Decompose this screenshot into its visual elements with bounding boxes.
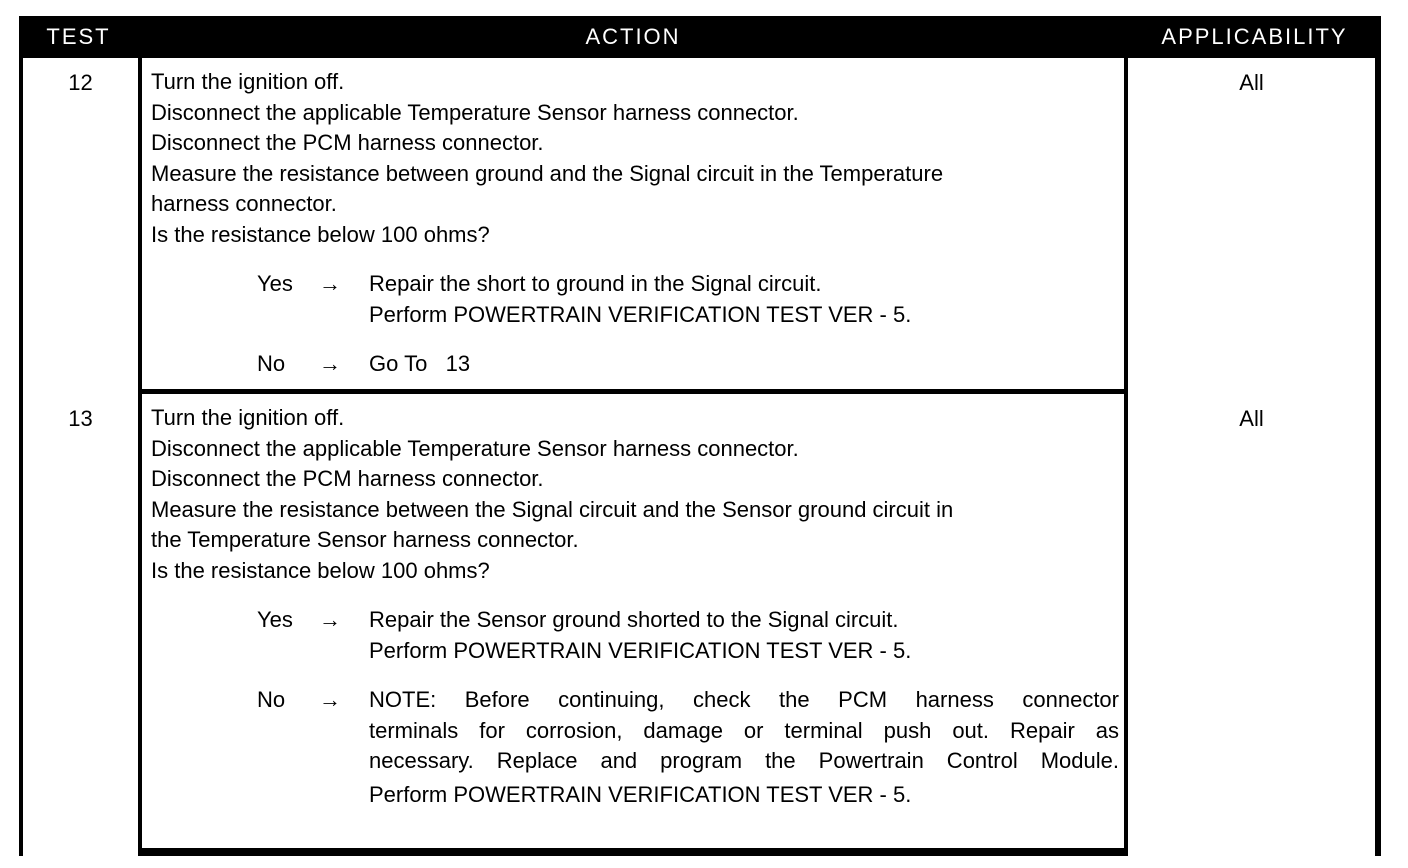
header-action: ACTION bbox=[585, 24, 681, 49]
arrow-icon: → bbox=[319, 351, 341, 376]
yes-branch bbox=[151, 269, 1124, 330]
no-text: necessary. Replace and program the Powertrain Control Module. bbox=[369, 748, 1119, 773]
yes-label: Yes bbox=[257, 607, 293, 632]
step-line: Turn the ignition off. bbox=[151, 405, 345, 430]
applicability-13: All bbox=[1128, 394, 1375, 860]
step-line: Is the resistance below 100 ohms? bbox=[151, 557, 490, 583]
step-line: Disconnect the applicable Temperature Sensor harness connector. bbox=[151, 435, 799, 461]
step-line: Measure the resistance between ground and the Signal circuit in the Temperature bbox=[151, 160, 944, 186]
step-line: Disconnect the applicable Temperature Sensor harness connector. bbox=[151, 99, 799, 125]
yes-branch bbox=[151, 605, 1124, 666]
action-cell-12 bbox=[142, 58, 1124, 389]
step-line: Is the resistance below 100 ohms? bbox=[151, 221, 490, 247]
yes-text: Perform POWERTRAIN VERIFICATION TEST VER - 5. bbox=[369, 637, 912, 663]
no-branch bbox=[151, 685, 1124, 810]
procedure-table bbox=[19, 16, 1381, 856]
arrow-icon: → bbox=[319, 271, 341, 296]
step-line: Disconnect the PCM harness connector. bbox=[151, 466, 544, 491]
yes-text: Repair the Sensor ground shorted to the Signal circuit. bbox=[369, 607, 899, 632]
yes-text: Perform POWERTRAIN VERIFICATION TEST VER - 5. bbox=[369, 301, 912, 327]
step-line: Measure the resistance between the Signal circuit and the Sensor ground circuit in bbox=[151, 496, 954, 522]
arrow-icon: → bbox=[319, 607, 341, 632]
action-cell-13 bbox=[142, 394, 1124, 848]
step-line: harness connector. bbox=[151, 191, 337, 216]
no-text: terminals for corrosion, damage or terminal push out. Repair as bbox=[369, 717, 1119, 743]
no-label: No bbox=[257, 687, 286, 712]
table-header bbox=[19, 16, 1381, 58]
step-line: Disconnect the PCM harness connector. bbox=[151, 130, 544, 155]
step-line: the Temperature Sensor harness connector. bbox=[151, 527, 579, 552]
header-applicability: APPLICABILITY bbox=[1161, 24, 1348, 49]
yes-label: Yes bbox=[257, 271, 293, 296]
yes-text: Repair the short to ground in the Signal circuit. bbox=[369, 271, 822, 296]
no-text: Go To 13 bbox=[369, 351, 471, 376]
no-text: NOTE: Before continuing, check the PCM harness connector bbox=[369, 687, 1119, 712]
test-number-13: 13 bbox=[23, 394, 138, 860]
header-test: TEST bbox=[46, 24, 111, 49]
arrow-icon: → bbox=[319, 687, 341, 712]
no-label: No bbox=[257, 351, 286, 376]
test-number-12: 12 bbox=[23, 58, 138, 401]
no-branch bbox=[151, 349, 1124, 380]
step-line: Turn the ignition off. bbox=[151, 69, 345, 94]
no-text: Perform POWERTRAIN VERIFICATION TEST VER - 5. bbox=[369, 781, 912, 807]
applicability-12: All bbox=[1128, 58, 1375, 401]
